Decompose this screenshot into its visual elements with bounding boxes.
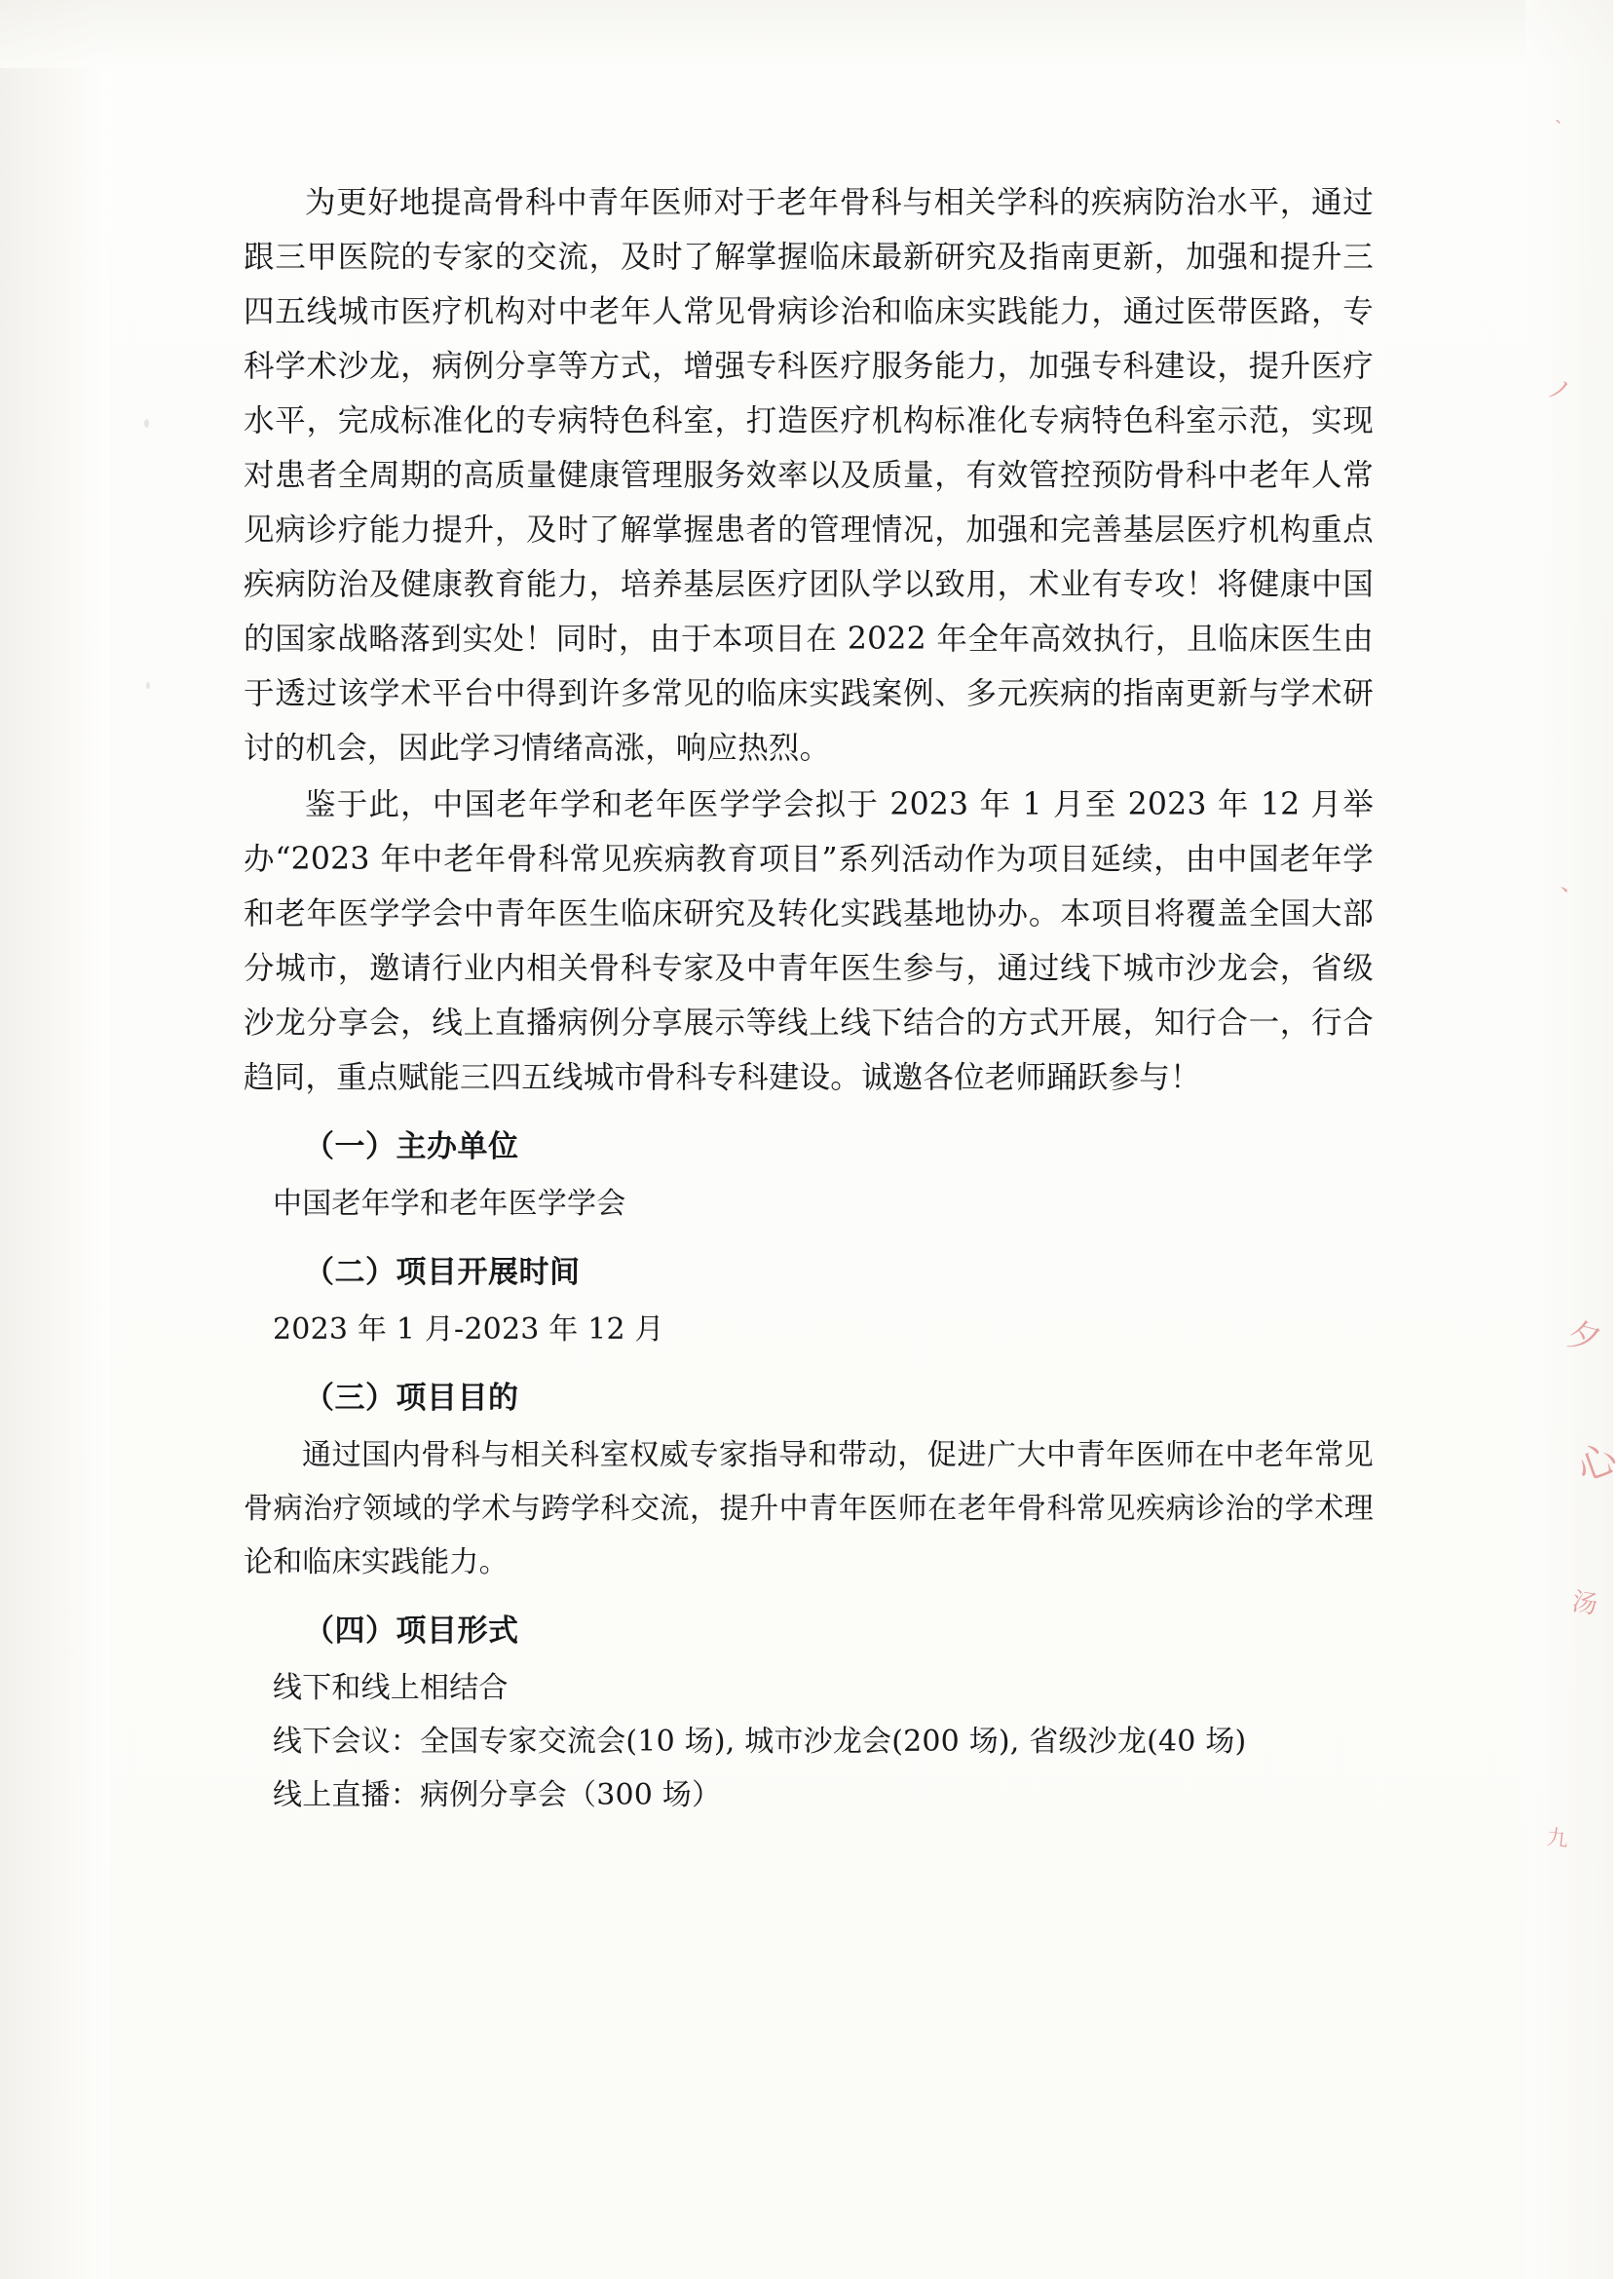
page-edge-shadow-left (0, 0, 109, 2279)
paragraph-program-overview: 鉴于此，中国老年学和老年医学学会拟于 2023 年 1 月至 2023 年 12 月举办“2023 年中老年骨科常见疾病教育项目”系列活动作为项目延续，由中国老年学和老年医学学会中青年医生临床研究及转化实践基地协办。本项目将覆盖全国大部分城市，邀请行业内相关骨科专家及中青年医生参与，通过线下城市沙龙会，省级沙龙分享会，线上直播病例分享展示等线上线下结合的方式开展，知行合一，行合趋同，重点赋能三四五线城市骨科专科建设。诚邀各位老师踊跃参与！ (244, 787, 1374, 1095)
section-heading-purpose: （三）项目目的 (304, 1381, 519, 1416)
section-heading-organizer: （一）主办单位 (304, 1129, 519, 1164)
margin-mark: ˋ (1553, 116, 1567, 141)
document-body (244, 175, 1374, 1822)
section-text-schedule: 2023 年 1 月-2023 年 12 月 (273, 1312, 664, 1347)
section-text-format-line-1: 线下和线上相结合 (273, 1671, 509, 1705)
margin-mark: 心 (1570, 1435, 1623, 1492)
section-heading-schedule: （二）项目开展时间 (304, 1255, 581, 1290)
section-text-format-line-2: 线下会议：全国专家交流会(10 场), 城市沙龙会(200 场), 省级沙龙(40 场) (273, 1725, 1247, 1759)
margin-mark: 九 (1545, 1825, 1570, 1853)
section-text-format-line-3: 线上直播：病例分享会（300 场） (273, 1778, 722, 1812)
margin-mark: 汤 (1569, 1586, 1600, 1620)
section-heading-format: （四）项目形式 (304, 1614, 519, 1649)
section-text-purpose: 通过国内骨科与相关科室权威专家指导和带动，促进广大中青年医师在中老年常见骨病治疗领域的学术与跨学科交流，提升中青年医师在老年骨科常见疾病诊治的学术理论和临床实践能力。 (244, 1438, 1374, 1579)
section-text-organizer: 中国老年学和老年医学学会 (273, 1187, 626, 1221)
scan-speck (144, 419, 149, 428)
paragraph-background: 为更好地提高骨科中青年医师对于老年骨科与相关学科的疾病防治水平，通过跟三甲医院的专家的交流，及时了解掌握临床最新研究及指南更新，加强和提升三四五线城市医疗机构对中老年人常见骨病诊治和临床实践能力，通过医带医路，专科学术沙龙，病例分享等方式，增强专科医疗服务能力，加强专科建设，提升医疗水平，完成标准化的专病特色科室，打造医疗机构标准化专病特色科室示范，实现对患者全周期的高质量健康管理服务效率以及质量，有效管控预防骨科中老年人常见病诊疗能力提升，及时了解掌握患者的管理情况，加强和完善基层医疗机构重点疾病防治及健康教育能力，培养基层医疗团队学以致用，术业有专攻！将健康中国的国家战略落到实处！同时，由于本项目在 2022 年全年高效执行，且临床医生由于透过该学术平台中得到许多常见的临床实践案例、多元疾病的指南更新与学术研讨的机会，因此学习情绪高涨，响应热烈。 (244, 185, 1374, 766)
margin-mark: ノ (1543, 373, 1575, 408)
margin-mark: 夕 (1563, 1314, 1605, 1361)
scan-speck (146, 682, 150, 689)
margin-mark: 、 (1557, 866, 1585, 897)
page-edge-shadow-right (1526, 0, 1613, 2279)
page-edge-shadow-top (0, 0, 1613, 68)
